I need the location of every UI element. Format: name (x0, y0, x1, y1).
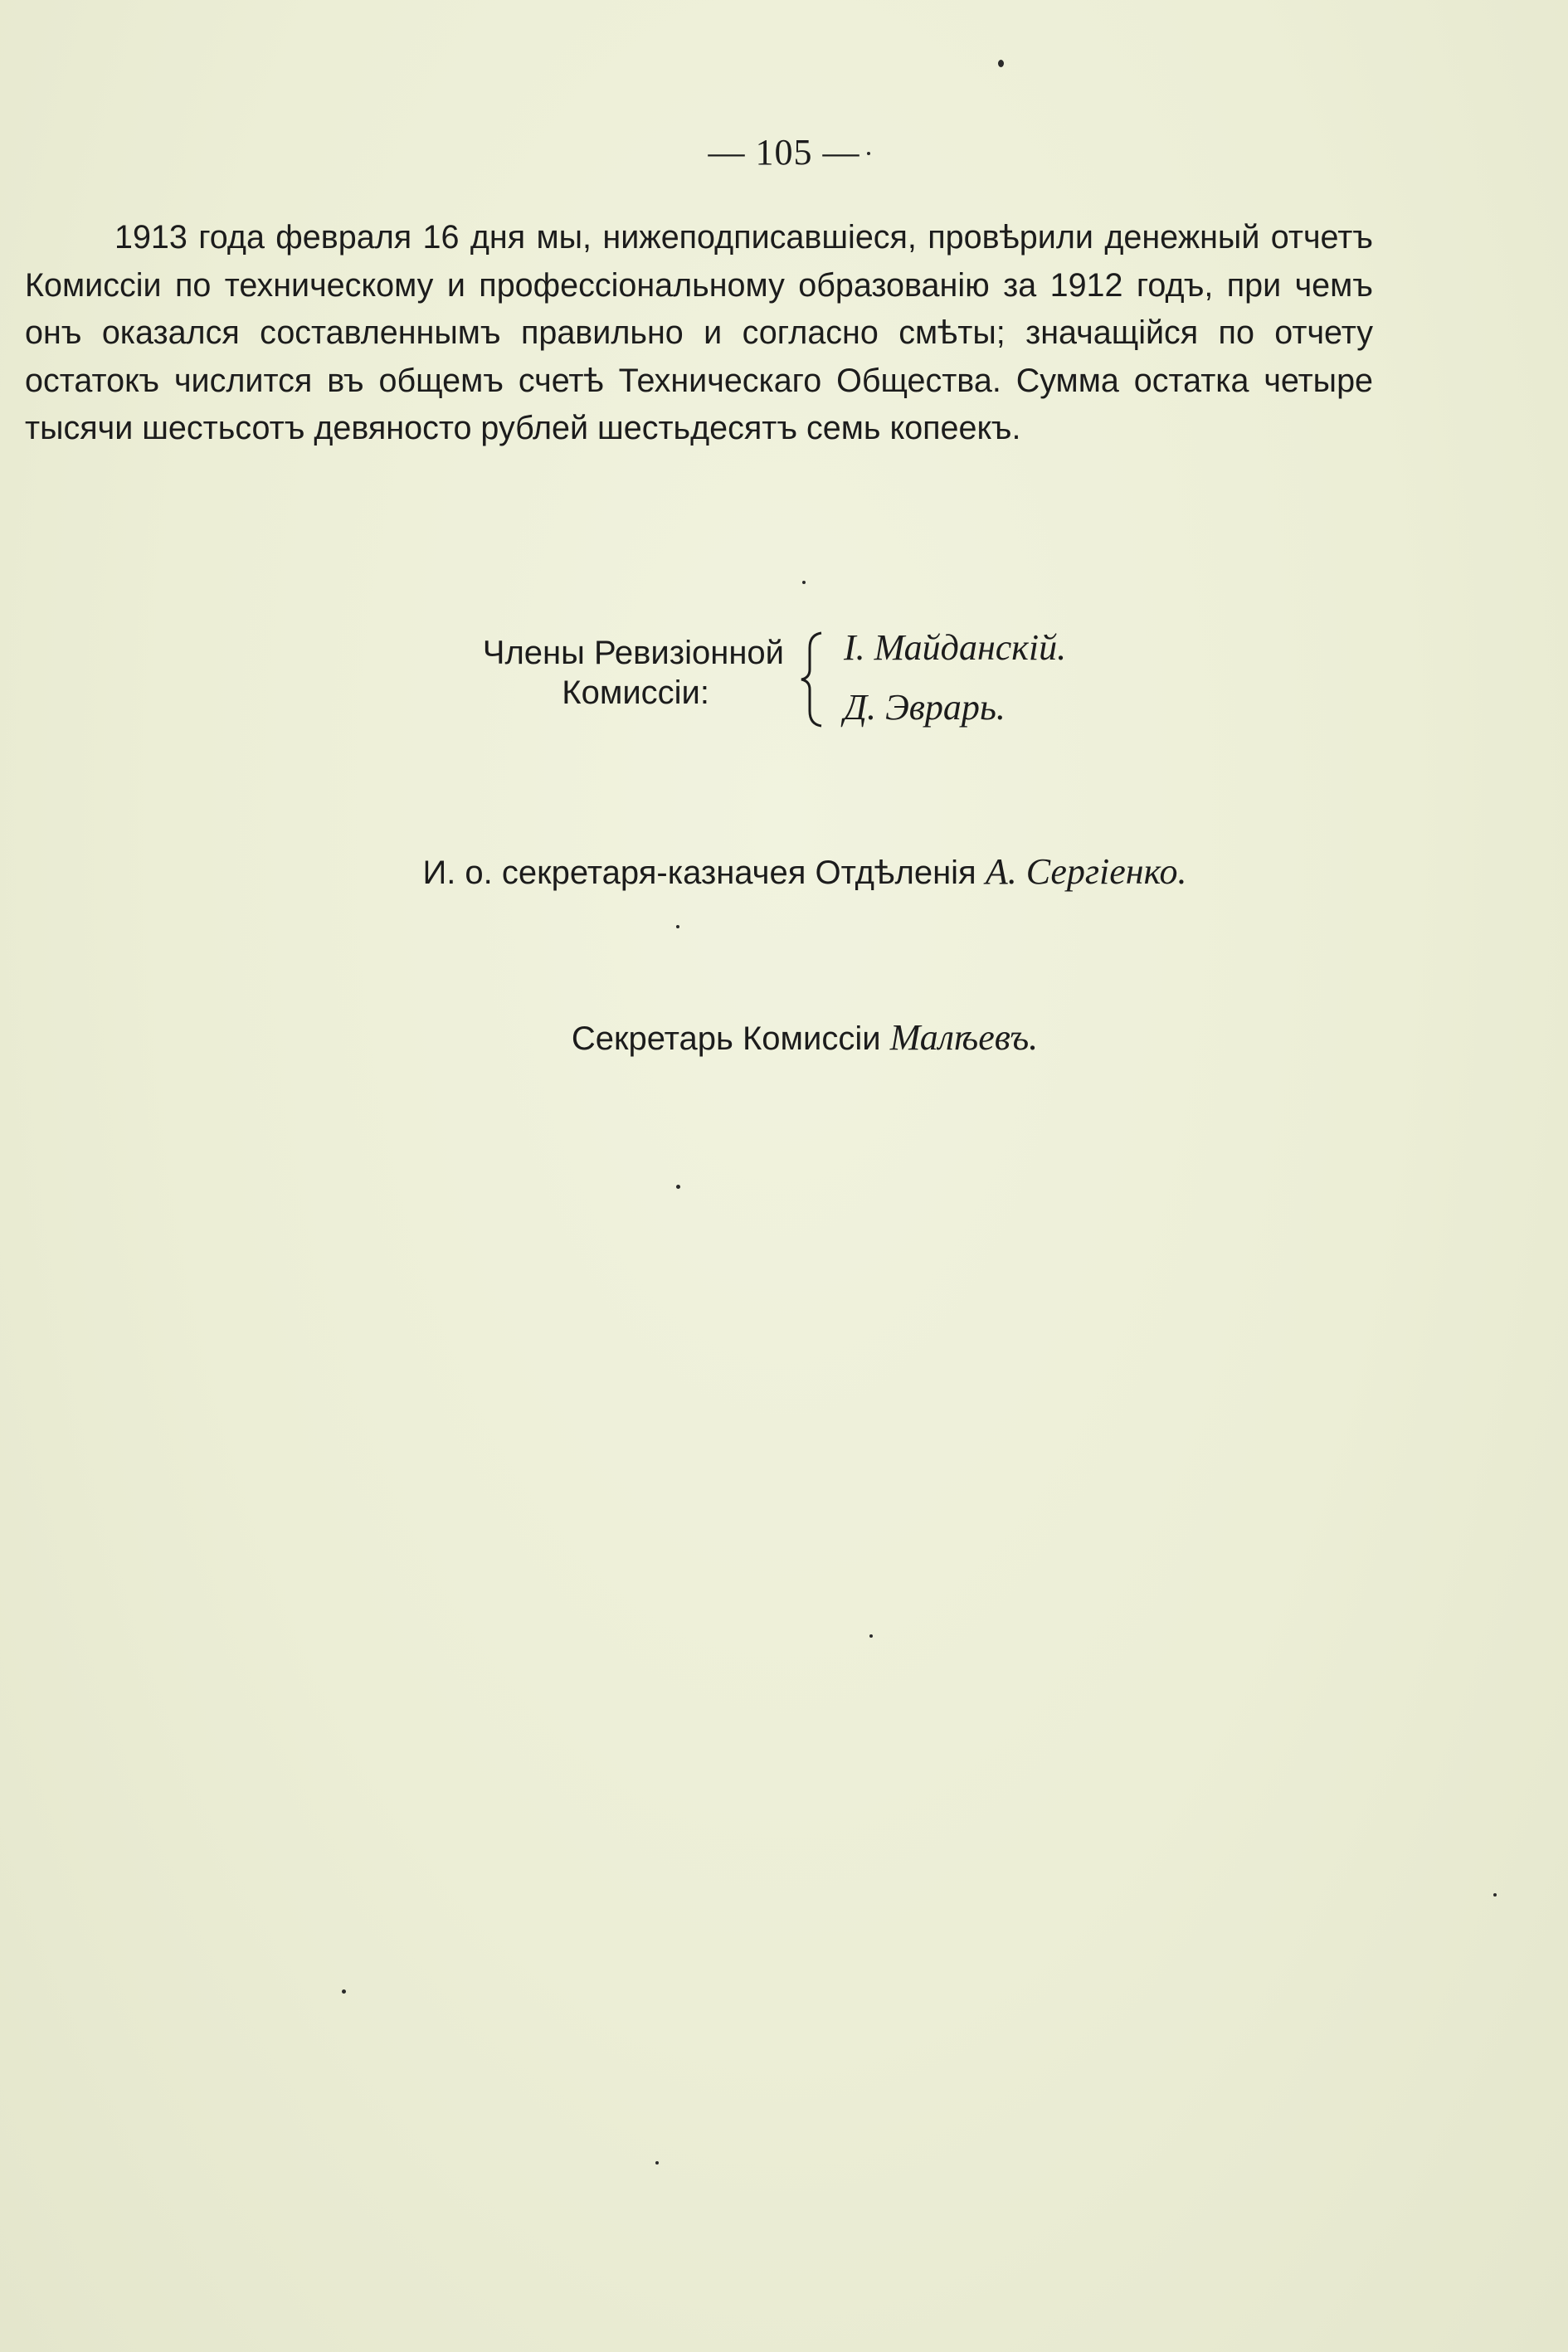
commission-secretary-signature (0, 1016, 1568, 1059)
page-number: — 105 — (708, 132, 860, 173)
acting-secretary-signature (0, 850, 1568, 893)
paper-speck (802, 581, 806, 584)
paper-speck (676, 925, 679, 928)
audit-commission-members (844, 618, 1066, 738)
member-name-1: І. Майданскій. (844, 627, 1067, 668)
curly-brace-icon (796, 630, 830, 729)
paper-speck (342, 1989, 346, 1994)
paper-speck (655, 2161, 659, 2165)
audit-commission-signatures (398, 618, 1145, 734)
paper-speck (867, 152, 870, 155)
paper-speck (1493, 1893, 1497, 1897)
member-name-2: Д. Эврарь. (844, 687, 1006, 728)
audit-commission-label (398, 633, 784, 713)
audit-commission-label-line1: Члены Ревизіонной (482, 635, 784, 671)
acting-secretary-name: А. Сергіенко. (985, 851, 1187, 892)
audit-statement-paragraph: 1913 года февраля 16 дня мы, нижеподписавшіеся, провѣрили денежный отчетъ Комиссіи по техническому и профессіональному образованію за 1912 годъ, при чемъ онъ оказался составленнымъ правильно и согласно смѣты; значащійся по отчету остатокъ числится въ общемъ счетѣ Техническаго Общества. Сумма остатка четыре тысячи шестьсотъ девяносто рублей шестьдесятъ семь копеекъ. (25, 219, 1373, 446)
commission-secretary-name: Малѣевъ. (889, 1017, 1039, 1058)
paper-speck (998, 60, 1004, 67)
acting-secretary-title: И. о. секретаря-казначея Отдѣленія (422, 855, 976, 891)
paper-speck (869, 1634, 873, 1638)
audit-commission-label-line2: Комиссіи: (562, 674, 709, 711)
paper-speck (676, 1185, 680, 1189)
commission-secretary-title: Секретарь Комиссіи (571, 1020, 881, 1057)
